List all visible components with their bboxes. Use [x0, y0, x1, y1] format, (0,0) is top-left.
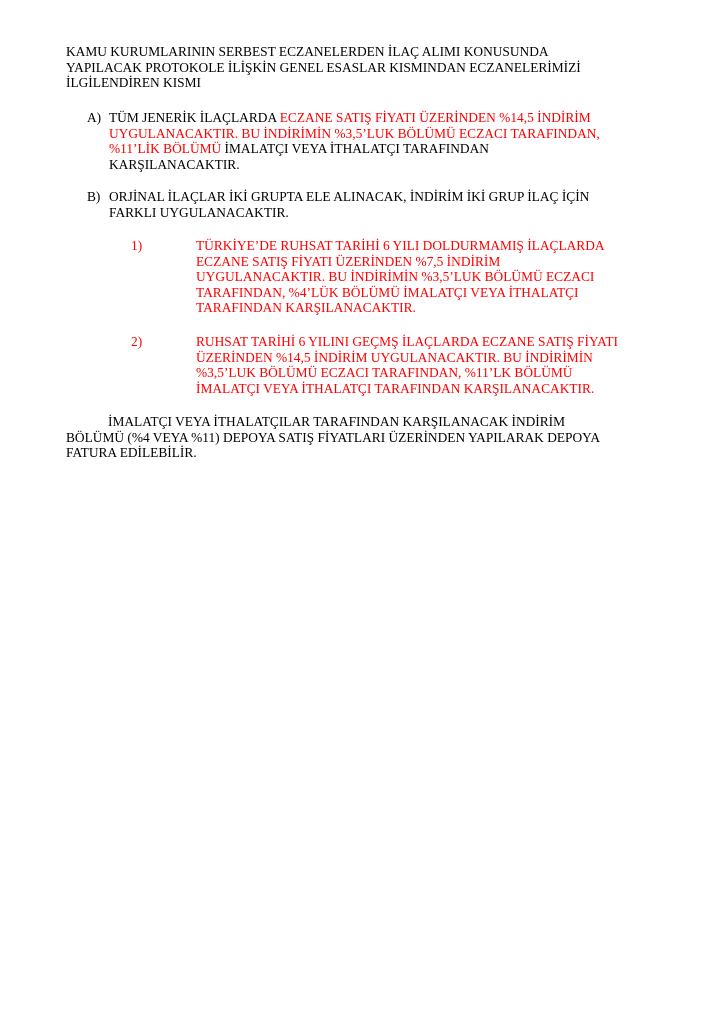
sub-1-line: TARAFINDAN, %4’LÜK BÖLÜMÜ İMALATÇI VEYA İTHALATÇI	[196, 284, 579, 300]
sub-1-line: UYGULANACAKTIR. BU İNDİRİMİN %3,5’LUK BÖLÜMÜ ECZACI	[196, 269, 595, 285]
item-a-text-black: TÜM JENERİK İLAÇLARDA	[109, 110, 280, 125]
sub-1-line: ECZANE SATIŞ FİYATI ÜZERİNDEN %7,5 İNDİRİM	[196, 253, 501, 269]
sub-2-line: ÜZERİNDEN %14,5 İNDİRİM UYGULANACAKTIR. BU İNDİRİMİN	[196, 349, 593, 365]
intro-line: YAPILACAK PROTOKOLE İLİŞKİN GENEL ESASLAR KISMINDAN ECZANELERİMİZİ	[66, 59, 581, 75]
sub-2-line: İMALATÇI VEYA İTHALATÇI TARAFINDAN KARŞILANACAKTIR.	[196, 380, 595, 396]
sub-item-1-text	[196, 238, 676, 316]
list-marker-a: A)	[87, 110, 102, 125]
closing-line: BÖLÜMÜ (%4 VEYA %11) DEPOYA SATIŞ FİYATLARI ÜZERİNDEN YAPILARAK DEPOYA	[66, 429, 601, 445]
closing-line: İMALATÇI VEYA İTHALATÇILAR TARAFINDAN KARŞILANACAK İNDİRİM	[108, 414, 566, 429]
list-marker-b: B)	[87, 189, 101, 204]
closing-line: FATURA EDİLEBİLİR.	[66, 445, 197, 461]
item-a-line-2: UYGULANACAKTIR. BU İNDİRİMİN %3,5’LUK BÖLÜMÜ ECZACI TARAFINDAN,	[109, 125, 600, 141]
list-item-a-text	[109, 110, 669, 172]
closing-paragraph	[66, 414, 666, 461]
item-a-line-4: KARŞILANACAKTIR.	[109, 156, 240, 172]
sub-1-line: TÜRKİYE’DE RUHSAT TARİHİ 6 YILI DOLDURMAMIŞ İLAÇLARDA	[196, 238, 605, 253]
sub-1-line: TARAFINDAN KARŞILANACAKTIR.	[196, 300, 416, 316]
sub-2-line: %3,5’LUK BÖLÜMÜ ECZACI TARAFINDAN, %11’LK BÖLÜMÜ	[196, 365, 573, 381]
intro-line: İLGİLENDİREN KISMI	[66, 75, 201, 91]
item-a-line-1	[109, 110, 669, 126]
intro-line: KAMU KURUMLARININ SERBEST ECZANELERDEN İLAÇ ALIMI KONUSUNDA	[66, 44, 549, 59]
sub-2-line: RUHSAT TARİHİ 6 YILINI GEÇMŞ İLAÇLARDA ECZANE SATIŞ FİYATI	[196, 334, 618, 349]
item-a-text-red: ECZANE SATIŞ FİYATI ÜZERİNDEN %14,5 İNDİRİM	[279, 110, 591, 125]
item-a-text-red: %11’LİK BÖLÜMÜ	[109, 141, 225, 157]
list-item-b-text	[109, 189, 669, 220]
sub-marker-2: 2)	[131, 334, 143, 349]
item-a-line-3	[109, 141, 669, 157]
sub-marker-1: 1)	[131, 238, 143, 253]
item-b-line: ORJİNAL İLAÇLAR İKİ GRUPTA ELE ALINACAK, İNDİRİM İKİ GRUP İLAÇ İÇİN	[109, 189, 590, 204]
intro-paragraph	[66, 44, 666, 91]
item-a-text-black: İMALATÇI VEYA İTHALATÇI TARAFINDAN	[224, 141, 489, 157]
item-b-line: FARKLI UYGULANACAKTIR.	[109, 204, 289, 220]
sub-item-2-text	[196, 334, 676, 396]
